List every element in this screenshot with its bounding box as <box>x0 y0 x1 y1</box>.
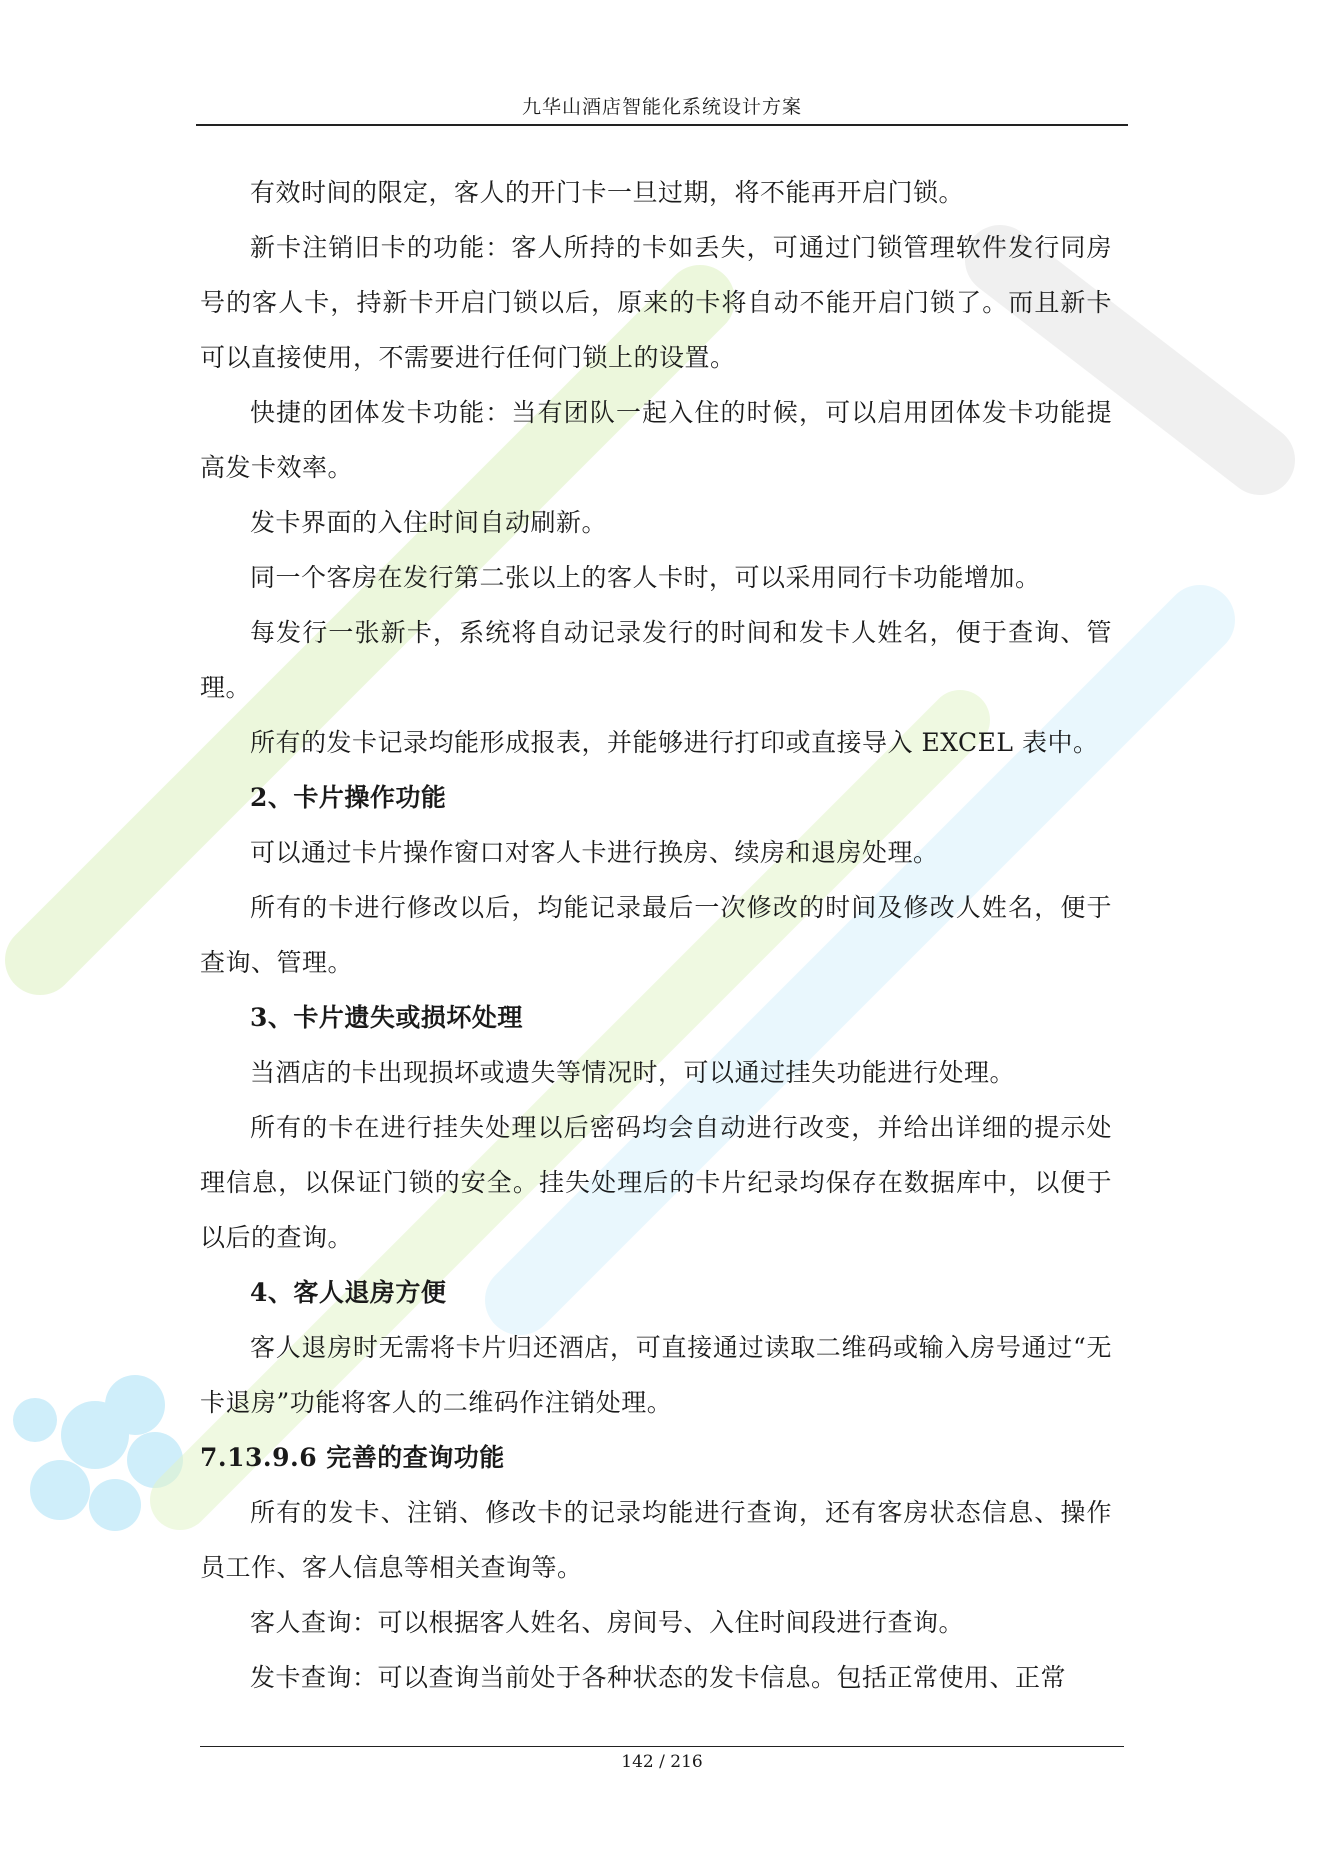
paragraph: 所有的发卡、注销、修改卡的记录均能进行查询，还有客房状态信息、操作员工作、客人信息等相关查询等。 <box>200 1498 1112 1582</box>
paragraph: 可以通过卡片操作窗口对客人卡进行换房、续房和退房处理。 <box>250 838 939 867</box>
paragraph: 每发行一张新卡，系统将自动记录发行的时间和发卡人姓名，便于查询、管理。 <box>200 618 1112 702</box>
section-heading: 3、卡片遗失或损坏处理 <box>250 1003 523 1032</box>
paragraph: 有效时间的限定，客人的开门卡一旦过期，将不能再开启门锁。 <box>250 178 965 207</box>
running-header: 九华山酒店智能化系统设计方案 <box>521 96 802 118</box>
paragraph: 发卡界面的入住时间自动刷新。 <box>250 508 608 537</box>
header-divider <box>196 124 1128 126</box>
section-heading: 2、卡片操作功能 <box>250 783 447 812</box>
paragraph: 同一个客房在发行第二张以上的客人卡时，可以采用同行卡功能增加。 <box>250 563 1041 592</box>
page-number: 142 / 216 <box>621 1752 703 1772</box>
paragraph: 客人退房时无需将卡片归还酒店，可直接通过读取二维码或输入房号通过“无卡退房”功能将客人的二维码作注销处理。 <box>200 1333 1112 1417</box>
paragraph: 所有的发卡记录均能形成报表，并能够进行打印或直接导入 EXCEL 表中。 <box>250 728 1099 757</box>
document-body <box>200 165 1112 1705</box>
watermark-flower-icon <box>13 1375 183 1531</box>
footer-divider <box>200 1746 1124 1747</box>
paragraph: 所有的卡在进行挂失处理以后密码均会自动进行改变，并给出详细的提示处理信息，以保证门锁的安全。挂失处理后的卡片纪录均保存在数据库中，以便于以后的查询。 <box>200 1113 1112 1252</box>
paragraph: 发卡查询：可以查询当前处于各种状态的发卡信息。包括正常使用、正常 <box>250 1663 1067 1692</box>
paragraph: 新卡注销旧卡的功能：客人所持的卡如丢失，可通过门锁管理软件发行同房号的客人卡，持新卡开启门锁以后，原来的卡将自动不能开启门锁了。而且新卡可以直接使用，不需要进行任何门锁上的设置。 <box>200 233 1112 372</box>
paragraph: 所有的卡进行修改以后，均能记录最后一次修改的时间及修改人姓名，便于查询、管理。 <box>200 893 1112 977</box>
section-heading: 4、客人退房方便 <box>250 1278 447 1307</box>
paragraph: 当酒店的卡出现损坏或遗失等情况时，可以通过挂失功能进行处理。 <box>250 1058 1016 1087</box>
paragraph: 客人查询：可以根据客人姓名、房间号、入住时间段进行查询。 <box>250 1608 965 1637</box>
subsection-heading: 7.13.9.6 完善的查询功能 <box>200 1443 505 1472</box>
paragraph: 快捷的团体发卡功能：当有团队一起入住的时候，可以启用团体发卡功能提高发卡效率。 <box>200 398 1112 482</box>
